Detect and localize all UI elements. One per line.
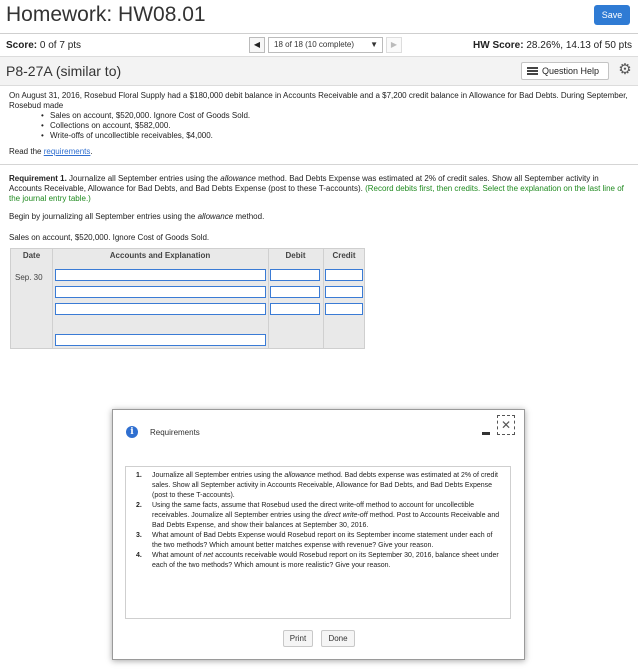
item-text: Journalize all September entries using the bbox=[152, 472, 283, 479]
requirements-box bbox=[125, 466, 511, 619]
credit-input[interactable] bbox=[325, 286, 363, 298]
score-bar bbox=[0, 34, 638, 56]
header-bar bbox=[0, 0, 638, 34]
list-item: • Collections on account, $582,000. bbox=[41, 121, 629, 131]
list-item: • Write-offs of uncollectible receivables, $4,000. bbox=[41, 131, 629, 141]
requirements-link[interactable]: requirements bbox=[43, 147, 91, 156]
begin-instruction bbox=[9, 212, 624, 222]
problem-intro bbox=[9, 91, 629, 157]
requirements-dialog bbox=[112, 409, 525, 660]
item-text: What amount of bbox=[152, 552, 202, 559]
column-divider bbox=[268, 249, 269, 348]
question-help-label: Question Help bbox=[542, 66, 600, 76]
score bbox=[6, 40, 81, 51]
next-question-button[interactable]: ▶ bbox=[386, 37, 402, 53]
print-button[interactable]: Print bbox=[283, 630, 313, 647]
close-icon[interactable]: ✕ bbox=[497, 415, 515, 435]
transaction-description: Sales on account, $520,000. Ignore Cost of Goods Sold. bbox=[9, 233, 210, 242]
list-item bbox=[136, 531, 500, 551]
journal-entry-table bbox=[10, 248, 365, 349]
intro-bullets bbox=[41, 111, 629, 141]
begin-method: allowance bbox=[197, 212, 234, 221]
done-button[interactable]: Done bbox=[321, 630, 355, 647]
requirements-list bbox=[126, 467, 510, 571]
account-input[interactable] bbox=[55, 303, 266, 315]
question-bar bbox=[0, 56, 638, 86]
read-prefix: Read the bbox=[9, 147, 42, 156]
debit-input[interactable] bbox=[270, 286, 320, 298]
account-input[interactable] bbox=[55, 269, 266, 281]
item-text: method. Post to Accounts Receivable and Bad Debts Expense, and show their balances at September 30, 2016. bbox=[152, 512, 500, 529]
hw-score bbox=[473, 40, 632, 51]
list-item: • Sales on account, $520,000. Ignore Cost of Goods Sold. bbox=[41, 111, 629, 121]
explanation-input[interactable] bbox=[55, 334, 266, 346]
column-header-credit: Credit bbox=[332, 251, 356, 260]
debit-input[interactable] bbox=[270, 303, 320, 315]
item-text: accounts receivable would Rosebud report on its September 30, 2016, balance sheet under each of the two methods? Which amount is more realistic? Give your reason. bbox=[152, 552, 499, 569]
item-text: What amount of Bad Debts Expense would Rosebud report on its September income statement under each of the two methods? Which amount better matches expense with revenue? Give your reason. bbox=[152, 532, 493, 549]
save-button[interactable]: Save bbox=[594, 5, 630, 25]
begin-text-a: Begin by journalizing all September entries using the bbox=[9, 212, 196, 221]
item-italic: allowance bbox=[284, 472, 316, 479]
list-icon bbox=[527, 67, 538, 75]
requirement-1-label: Requirement 1. bbox=[9, 174, 67, 183]
page-title: Homework: HW08.01 bbox=[6, 3, 206, 26]
question-select-label: 18 of 18 (10 complete) bbox=[274, 40, 355, 49]
gear-icon[interactable]: ⚙ bbox=[618, 61, 632, 78]
chevron-down-icon: ▼ bbox=[370, 40, 378, 49]
item-text: Using the same facts, assume that Rosebud used the direct write-off method to account for uncollectible receivables. Journalize all September entries using the bbox=[152, 502, 475, 519]
score-label: Score: bbox=[6, 40, 38, 51]
debit-input[interactable] bbox=[270, 269, 320, 281]
column-divider bbox=[52, 249, 53, 348]
question-select[interactable] bbox=[268, 37, 383, 53]
score-value: 0 of 7 pts bbox=[39, 40, 82, 51]
list-item bbox=[136, 501, 500, 531]
column-header-debit: Debit bbox=[285, 251, 306, 260]
item-italic: direct write-off bbox=[323, 512, 368, 519]
item-italic: net bbox=[203, 552, 214, 559]
column-header-date: Date bbox=[22, 251, 41, 260]
requirement-1-method: allowance bbox=[220, 174, 256, 183]
question-help-button[interactable] bbox=[521, 62, 609, 80]
column-header-accounts: Accounts and Explanation bbox=[109, 251, 211, 260]
previous-question-button[interactable]: ◀ bbox=[249, 37, 265, 53]
column-divider bbox=[323, 249, 324, 348]
account-input[interactable] bbox=[55, 286, 266, 298]
read-requirements-line bbox=[9, 147, 629, 157]
list-item bbox=[136, 551, 500, 571]
item-number: 2. bbox=[136, 502, 142, 509]
question-title: P8-27A (similar to) bbox=[6, 63, 122, 79]
hw-score-value: 28.26%, 14.13 of 50 pts bbox=[526, 40, 632, 51]
dialog-title: Requirements bbox=[150, 428, 200, 437]
credit-input[interactable] bbox=[325, 269, 363, 281]
requirement-1-instruction: (Record debits first, then credits. Select the explanation on the last line of the journal entry table.) bbox=[9, 184, 624, 203]
credit-input[interactable] bbox=[325, 303, 363, 315]
read-suffix: . bbox=[90, 147, 93, 156]
hw-score-label: HW Score: bbox=[473, 40, 524, 51]
item-number: 3. bbox=[136, 532, 142, 539]
item-number: 1. bbox=[136, 472, 142, 479]
list-item bbox=[136, 471, 500, 501]
divider bbox=[0, 164, 638, 165]
intro-paragraph: On August 31, 2016, Rosebud Floral Supply had a $180,000 debit balance in Accounts Receivable and a $7,200 credit balance in Allowance for Bad Debts. During September, Rosebud made bbox=[9, 91, 628, 110]
minimize-icon[interactable] bbox=[482, 432, 490, 435]
requirement-1-text-b: method. Bad Debts Expense was estimated at 2% of credit sales. Show all September activity in Accounts Receivable, Allowance for Bad Debts, and Bad Debts Expense (post to these T-accounts). bbox=[9, 174, 599, 193]
requirement-1 bbox=[9, 174, 624, 204]
info-icon: i bbox=[126, 426, 138, 438]
begin-text-b: method. bbox=[235, 212, 265, 221]
question-navigator bbox=[249, 37, 409, 53]
item-text: method. Bad debts expense was estimated at 2% of credit sales. Show all September activity in Accounts Receivable, Allowance for Bad Debts, and Bad Debts Expense (post to these T-accounts). bbox=[152, 472, 498, 499]
entry-date: Sep. 30 bbox=[15, 273, 43, 282]
requirement-1-text-a: Journalize all September entries using the bbox=[69, 174, 219, 183]
item-number: 4. bbox=[136, 552, 142, 559]
